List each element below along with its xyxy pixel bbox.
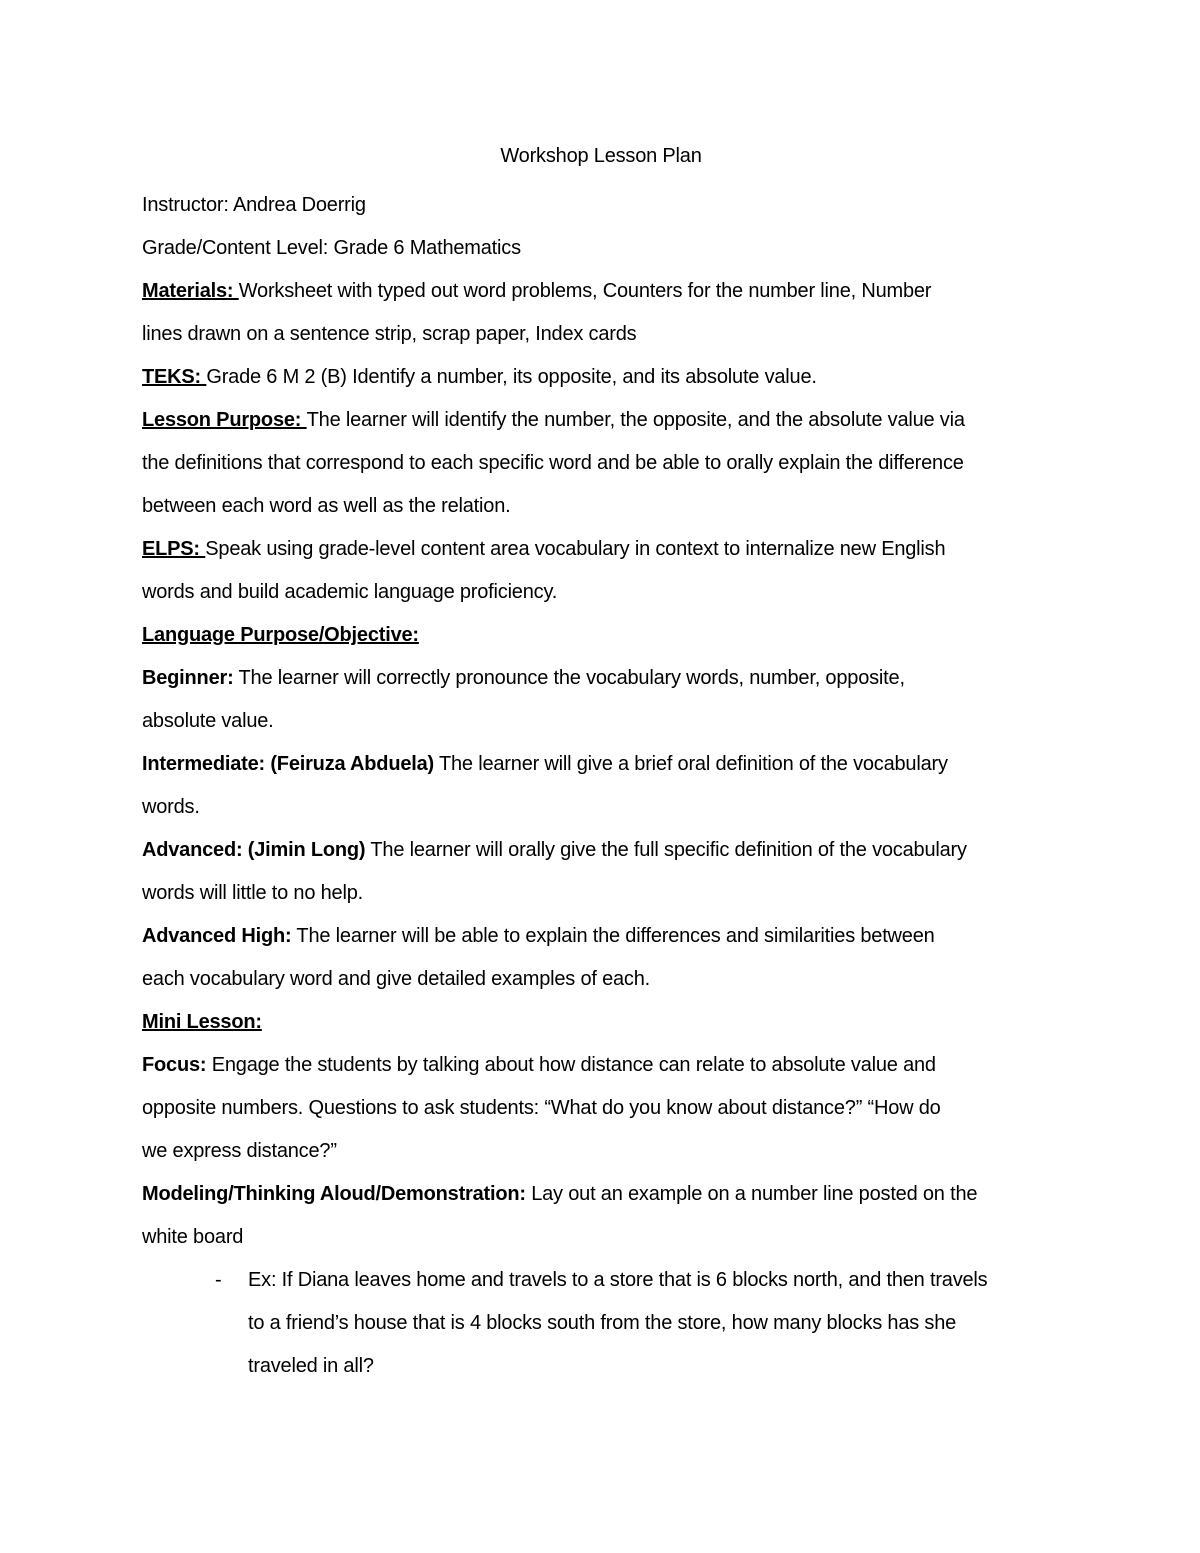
instructor-label: Instructor: [142, 194, 229, 216]
example-line-1: Ex: If Diana leaves home and travels to a store that is 6 blocks north, and then travels [248, 1269, 988, 1291]
advanced-high-text-1: The learner will be able to explain the differences and similarities between [291, 925, 935, 947]
advanced-line-2: words will little to no help. [142, 882, 363, 904]
grade-label: Grade/Content Level: [142, 237, 329, 259]
advanced-high-line-1 [142, 915, 1064, 958]
elps-line-1 [142, 528, 1064, 571]
page-title: Workshop Lesson Plan [500, 145, 702, 167]
lesson-purpose-line-1 [142, 399, 1064, 442]
teks-label: TEKS: [142, 366, 207, 388]
materials-line-1 [142, 270, 1064, 313]
advanced-line-1 [142, 829, 1064, 872]
elps-label: ELPS: [142, 538, 206, 560]
modeling-text-1: Lay out an example on a number line posted on the [525, 1183, 978, 1205]
beginner-label: Beginner: [142, 667, 234, 689]
materials-label: Materials: [142, 280, 239, 302]
advanced-high-line-2: each vocabulary word and give detailed examples of each. [142, 968, 651, 990]
advanced-text-1: The learner will orally give the full specific definition of the vocabulary [365, 839, 967, 861]
intermediate-label: Intermediate: (Feiruza Abduela) [142, 753, 434, 775]
example-bullet [142, 1259, 1064, 1388]
beginner-text-1: The learner will correctly pronounce the vocabulary words, number, opposite, [233, 667, 905, 689]
mini-lesson-label: Mini Lesson: [142, 1011, 262, 1033]
lesson-purpose-line-2: the definitions that correspond to each specific word and be able to orally explain the difference [142, 452, 964, 474]
focus-line-1 [142, 1044, 1064, 1087]
example-line-3: traveled in all? [248, 1355, 374, 1377]
focus-label: Focus: [142, 1054, 207, 1076]
grade-line [142, 227, 1064, 270]
language-purpose-label: Language Purpose/Objective: [142, 624, 419, 646]
example-line-2: to a friend’s house that is 4 blocks south from the store, how many blocks has she [248, 1312, 957, 1334]
materials-text-1: Worksheet with typed out word problems, Counters for the number line, Number [238, 280, 932, 302]
elps-line-2: words and build academic language proficiency. [142, 581, 558, 603]
bullet-dash-icon: - [215, 1269, 222, 1291]
focus-line-2: opposite numbers. Questions to ask students: “What do you know about distance?” “How do [142, 1097, 941, 1119]
lesson-purpose-line-3: between each word as well as the relation. [142, 495, 511, 517]
modeling-line-2: white board [142, 1226, 244, 1248]
modeling-line-1 [142, 1173, 1064, 1216]
materials-line-2: lines drawn on a sentence strip, scrap paper, Index cards [142, 323, 637, 345]
mini-lesson-heading [142, 1001, 1064, 1044]
elps-text-1: Speak using grade-level content area vocabulary in context to internalize new English [205, 538, 946, 560]
intermediate-line-2: words. [142, 796, 200, 818]
intermediate-text-1: The learner will give a brief oral definition of the vocabulary [434, 753, 948, 775]
lesson-purpose-label: Lesson Purpose: [142, 409, 307, 431]
lesson-purpose-text-1: The learner will identify the number, the opposite, and the absolute value via [306, 409, 965, 431]
beginner-line-1 [142, 657, 1064, 700]
intermediate-line-1 [142, 743, 1064, 786]
beginner-line-2: absolute value. [142, 710, 274, 732]
advanced-label: Advanced: (Jimin Long) [142, 839, 366, 861]
lesson-plan-body [142, 141, 1064, 1388]
focus-text-1: Engage the students by talking about how distance can relate to absolute value and [206, 1054, 936, 1076]
grade-value: Grade 6 Mathematics [328, 237, 521, 259]
teks-line [142, 356, 1064, 399]
modeling-label: Modeling/Thinking Aloud/Demonstration: [142, 1183, 526, 1205]
instructor-line [142, 184, 1064, 227]
advanced-high-label: Advanced High: [142, 925, 292, 947]
focus-line-3: we express distance?” [142, 1140, 337, 1162]
instructor-value: Andrea Doerrig [228, 194, 366, 216]
language-purpose-heading [142, 614, 1064, 657]
teks-value: Grade 6 M 2 (B) Identify a number, its opposite, and its absolute value. [206, 366, 817, 388]
